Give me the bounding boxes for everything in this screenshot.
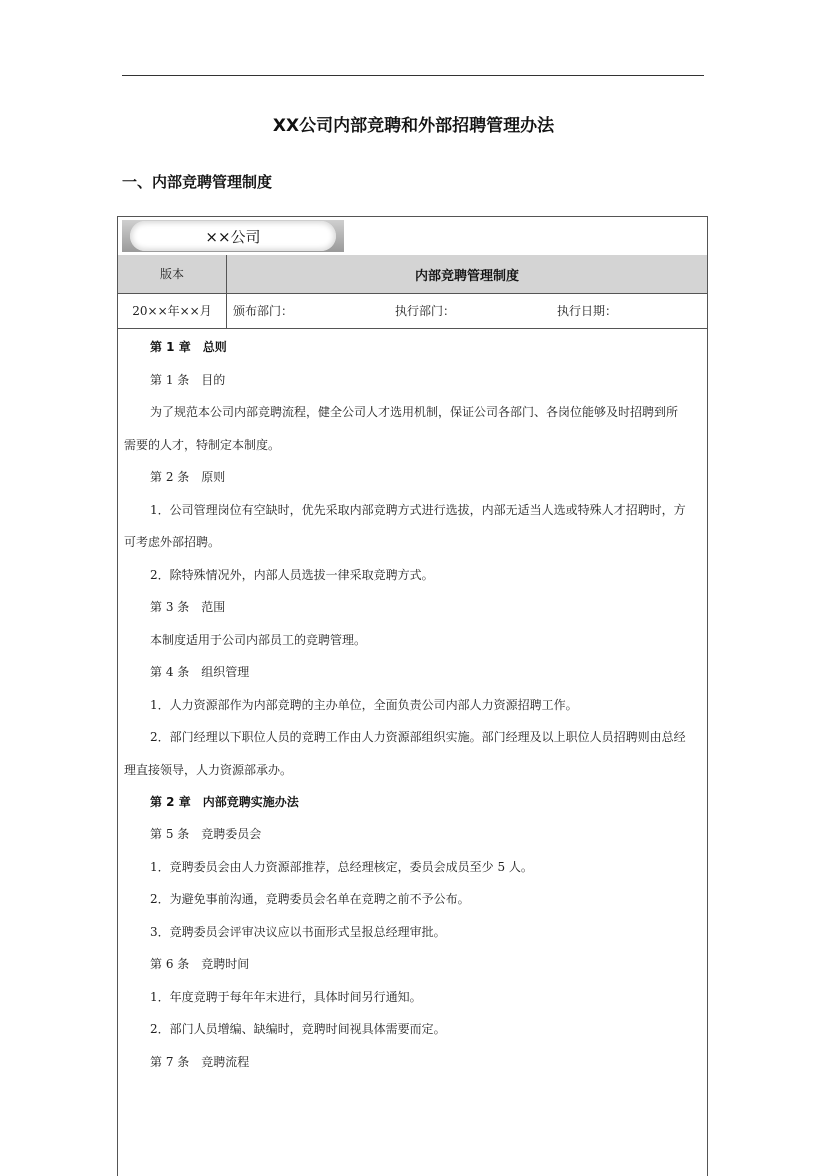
article-title: 第 6 条 竞聘时间 xyxy=(150,957,250,971)
policy-form xyxy=(117,216,708,1176)
article-title: 第 2 条 原则 xyxy=(150,470,226,484)
document-title: XX公司内部竞聘和外部招聘管理办法 xyxy=(272,116,555,136)
execution-date-label: 执行日期： xyxy=(557,304,618,318)
paragraph-line: 2．为避免事前沟通，竞聘委员会名单在竞聘之前不予公布。 xyxy=(150,892,470,906)
paragraph-line: 为了规范本公司内部竞聘流程，健全公司人才选用机制，保证公司各部门、各岗位能够及时招聘到所 xyxy=(150,405,679,419)
logo-row xyxy=(118,217,707,256)
system-name: 内部竞聘管理制度 xyxy=(227,255,707,294)
paragraph-line: 1．公司管理岗位有空缺时，优先采取内部竞聘方式进行选拔，内部无适当人选或特殊人才招聘时，方 xyxy=(150,503,686,517)
version-date: 20××年××月 xyxy=(132,304,212,318)
paragraph-line: 2．部门经理以下职位人员的竞聘工作由人力资源部组织实施。部门经理及以上职位人员招聘则由总经 xyxy=(150,730,686,744)
article-title: 第 3 条 范围 xyxy=(150,600,226,614)
header-rule xyxy=(122,75,704,76)
version-label: 版本 xyxy=(118,255,226,294)
chapter-heading: 第 2 章 内部竞聘实施办法 xyxy=(150,795,299,809)
article-title: 第 5 条 竞聘委员会 xyxy=(150,827,262,841)
article-title: 第 7 条 竞聘流程 xyxy=(150,1055,250,1069)
chapter-heading: 第 1 章 总则 xyxy=(150,340,227,354)
paragraph-line: 需要的人才，特制定本制度。 xyxy=(124,438,281,452)
executing-dept-label: 执行部门： xyxy=(395,304,456,318)
paragraph-line: 1．年度竞聘于每年年末进行，具体时间另行通知。 xyxy=(150,990,422,1004)
company-logo-text: ××公司 xyxy=(205,228,261,246)
issuing-dept-label: 颁布部门： xyxy=(233,304,294,318)
form-meta xyxy=(118,255,707,329)
paragraph-line: 1．竞聘委员会由人力资源部推荐，总经理核定，委员会成员至少 5 人。 xyxy=(150,860,533,874)
company-logo xyxy=(122,220,344,252)
info-row xyxy=(227,294,707,328)
section-heading: 一、内部竞聘管理制度 xyxy=(122,173,273,191)
paragraph-line: 理直接领导，人力资源部承办。 xyxy=(124,763,293,777)
article-title: 第 4 条 组织管理 xyxy=(150,665,250,679)
paragraph-line: 1．人力资源部作为内部竞聘的主办单位，全面负责公司内部人力资源招聘工作。 xyxy=(150,698,578,712)
article-title: 第 1 条 目的 xyxy=(150,373,226,387)
paragraph-line: 3．竞聘委员会评审决议应以书面形式呈报总经理审批。 xyxy=(150,925,446,939)
paragraph-line: 本制度适用于公司内部员工的竞聘管理。 xyxy=(150,633,367,647)
paragraph-line: 2．部门人员增编、缺编时，竞聘时间视具体需要而定。 xyxy=(150,1022,446,1036)
paragraph-line: 2．除特殊情况外，内部人员选拔一律采取竞聘方式。 xyxy=(150,568,434,582)
paragraph-line: 可考虑外部招聘。 xyxy=(124,535,221,549)
